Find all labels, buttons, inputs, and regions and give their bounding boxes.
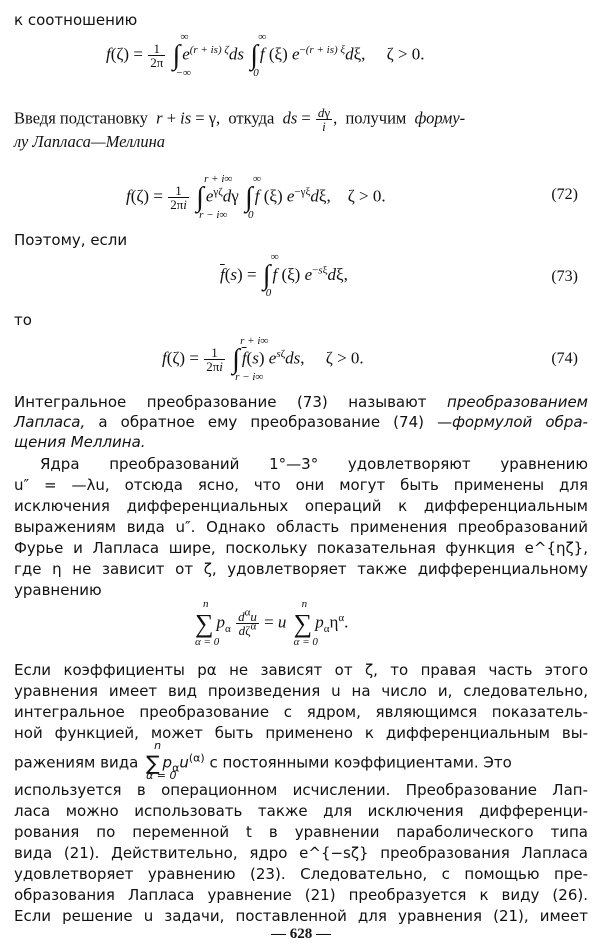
substitution-line-1: Введя подстановку r + is = γ, откуда ds = $\frac{d\gamma}{i}$ , получим форму- — [14, 105, 466, 134]
coef-line-9: вида (21). Действительно, ядро e^{−sζ} преобразования Лапласа — [14, 844, 588, 862]
integral-line-3: щения Меллина. — [14, 433, 146, 451]
coef-line-1: Если коэффициенты pα не зависят от ζ, то правая часть этого — [14, 661, 588, 679]
intro-line: к соотношению — [14, 11, 138, 29]
coef-line-8: рования по переменной t в уравнении параболического типа — [14, 823, 588, 841]
kernels-line-7: уравнению — [14, 581, 102, 599]
book-page — [14, 4, 588, 944]
kernels-line-3: исключения дифференциальных операций к дифференциальным — [14, 497, 588, 515]
equation-number-73: (73) — [551, 268, 578, 285]
coef-line-2: уравнения имеет вид произведения u на число и, следовательно, — [14, 682, 588, 700]
formula-72: f(ζ) = $\frac{1}{2\pi i}$ ∫ r + i∞ r − i∞ $e^{\gamma\zeta}d\gamma$ ∫ ∞ 0 f (ξ) $e^{-\gamma\xi}d\xi$, ζ > 0. — [126, 172, 386, 221]
therefore-line: Поэтому, если — [14, 231, 128, 249]
equation-number-74: (74) — [551, 350, 578, 367]
coef-line-11: образования Лапласа уравнение (21) преобразуется к виду (26). — [14, 886, 588, 904]
formula-fourier-laplace: f(ζ) = $\frac{1}{2\pi}$ ∫ ∞ −∞ $e^{(r + is) \zeta}ds$ ∫ ∞ 0 f (ξ) $e^{-(r + is) \xi}d\xi$, ζ > 0. — [106, 30, 425, 79]
coef-line-6: используется в операционном исчислении. Преобразование Лап- — [14, 781, 588, 799]
coef-line-3: интегральное преобразование с ядром, являющимся показатель- — [14, 703, 588, 721]
formula-74: f(ζ) = $\frac{1}{2\pi i}$ ∫ r + i∞ r − i∞ $\overline{f}(s)$ $e^{s\zeta}ds$, ζ > 0. — [162, 334, 364, 383]
coef-line-5: ражениям вида ∑ n α = 0 $p_\alpha u^{(\alpha)}$ с постоянными коэффициентами. Это — [14, 739, 512, 782]
formula-sum: ∑ n α = 0 $p_\alpha$ $\frac{d^\alpha u}{d\zeta^\alpha}$ = u ∑ n α = 0 $p_\alpha\eta^\alpha$. — [195, 597, 349, 648]
equation-number-72: (72) — [551, 186, 578, 203]
substitution-line-2: лу Лапласа—Меллина — [14, 132, 166, 151]
kernels-line-1: Ядра преобразований 1°—3° удовлетворяют уравнению — [40, 455, 588, 473]
page-number: — 628 — — [271, 926, 331, 942]
kernels-line-5: Фурье и Лапласа шире, поскольку показательная функция e^{ηζ}, — [14, 539, 588, 557]
formula-73: $\overline{f}(s)$ = ∫ ∞ 0 f (ξ) $e^{-s\xi}d\xi$, — [220, 251, 348, 300]
integral-line-2: Лапласа, а обратное ему преобразование (74) —формулой обра- — [14, 413, 588, 431]
coef-line-7: ласа можно использовать также для исключения дифференци- — [14, 802, 588, 820]
then-line: то — [14, 311, 32, 329]
integral-line-1: Интегральное преобразование (73) называют преобразованием — [14, 393, 588, 411]
kernels-line-2: u″ = —λu, отсюда ясно, что они могут быть применены для — [14, 476, 588, 494]
coef-line-12: Если решение u задачи, поставленной для уравнения (21), имеет — [14, 907, 588, 925]
coef-line-4: ной функцией, может быть применено к дифференциальным вы- — [14, 724, 588, 742]
coef-line-10: удовлетворяет уравнению (23). Следовательно, с помощью пре- — [14, 865, 588, 883]
kernels-line-4: выражениям вида u″. Однако область применения преобразований — [14, 518, 588, 536]
kernels-line-6: где η не зависит от ζ, удовлетворяет также дифференциальному — [14, 560, 588, 578]
